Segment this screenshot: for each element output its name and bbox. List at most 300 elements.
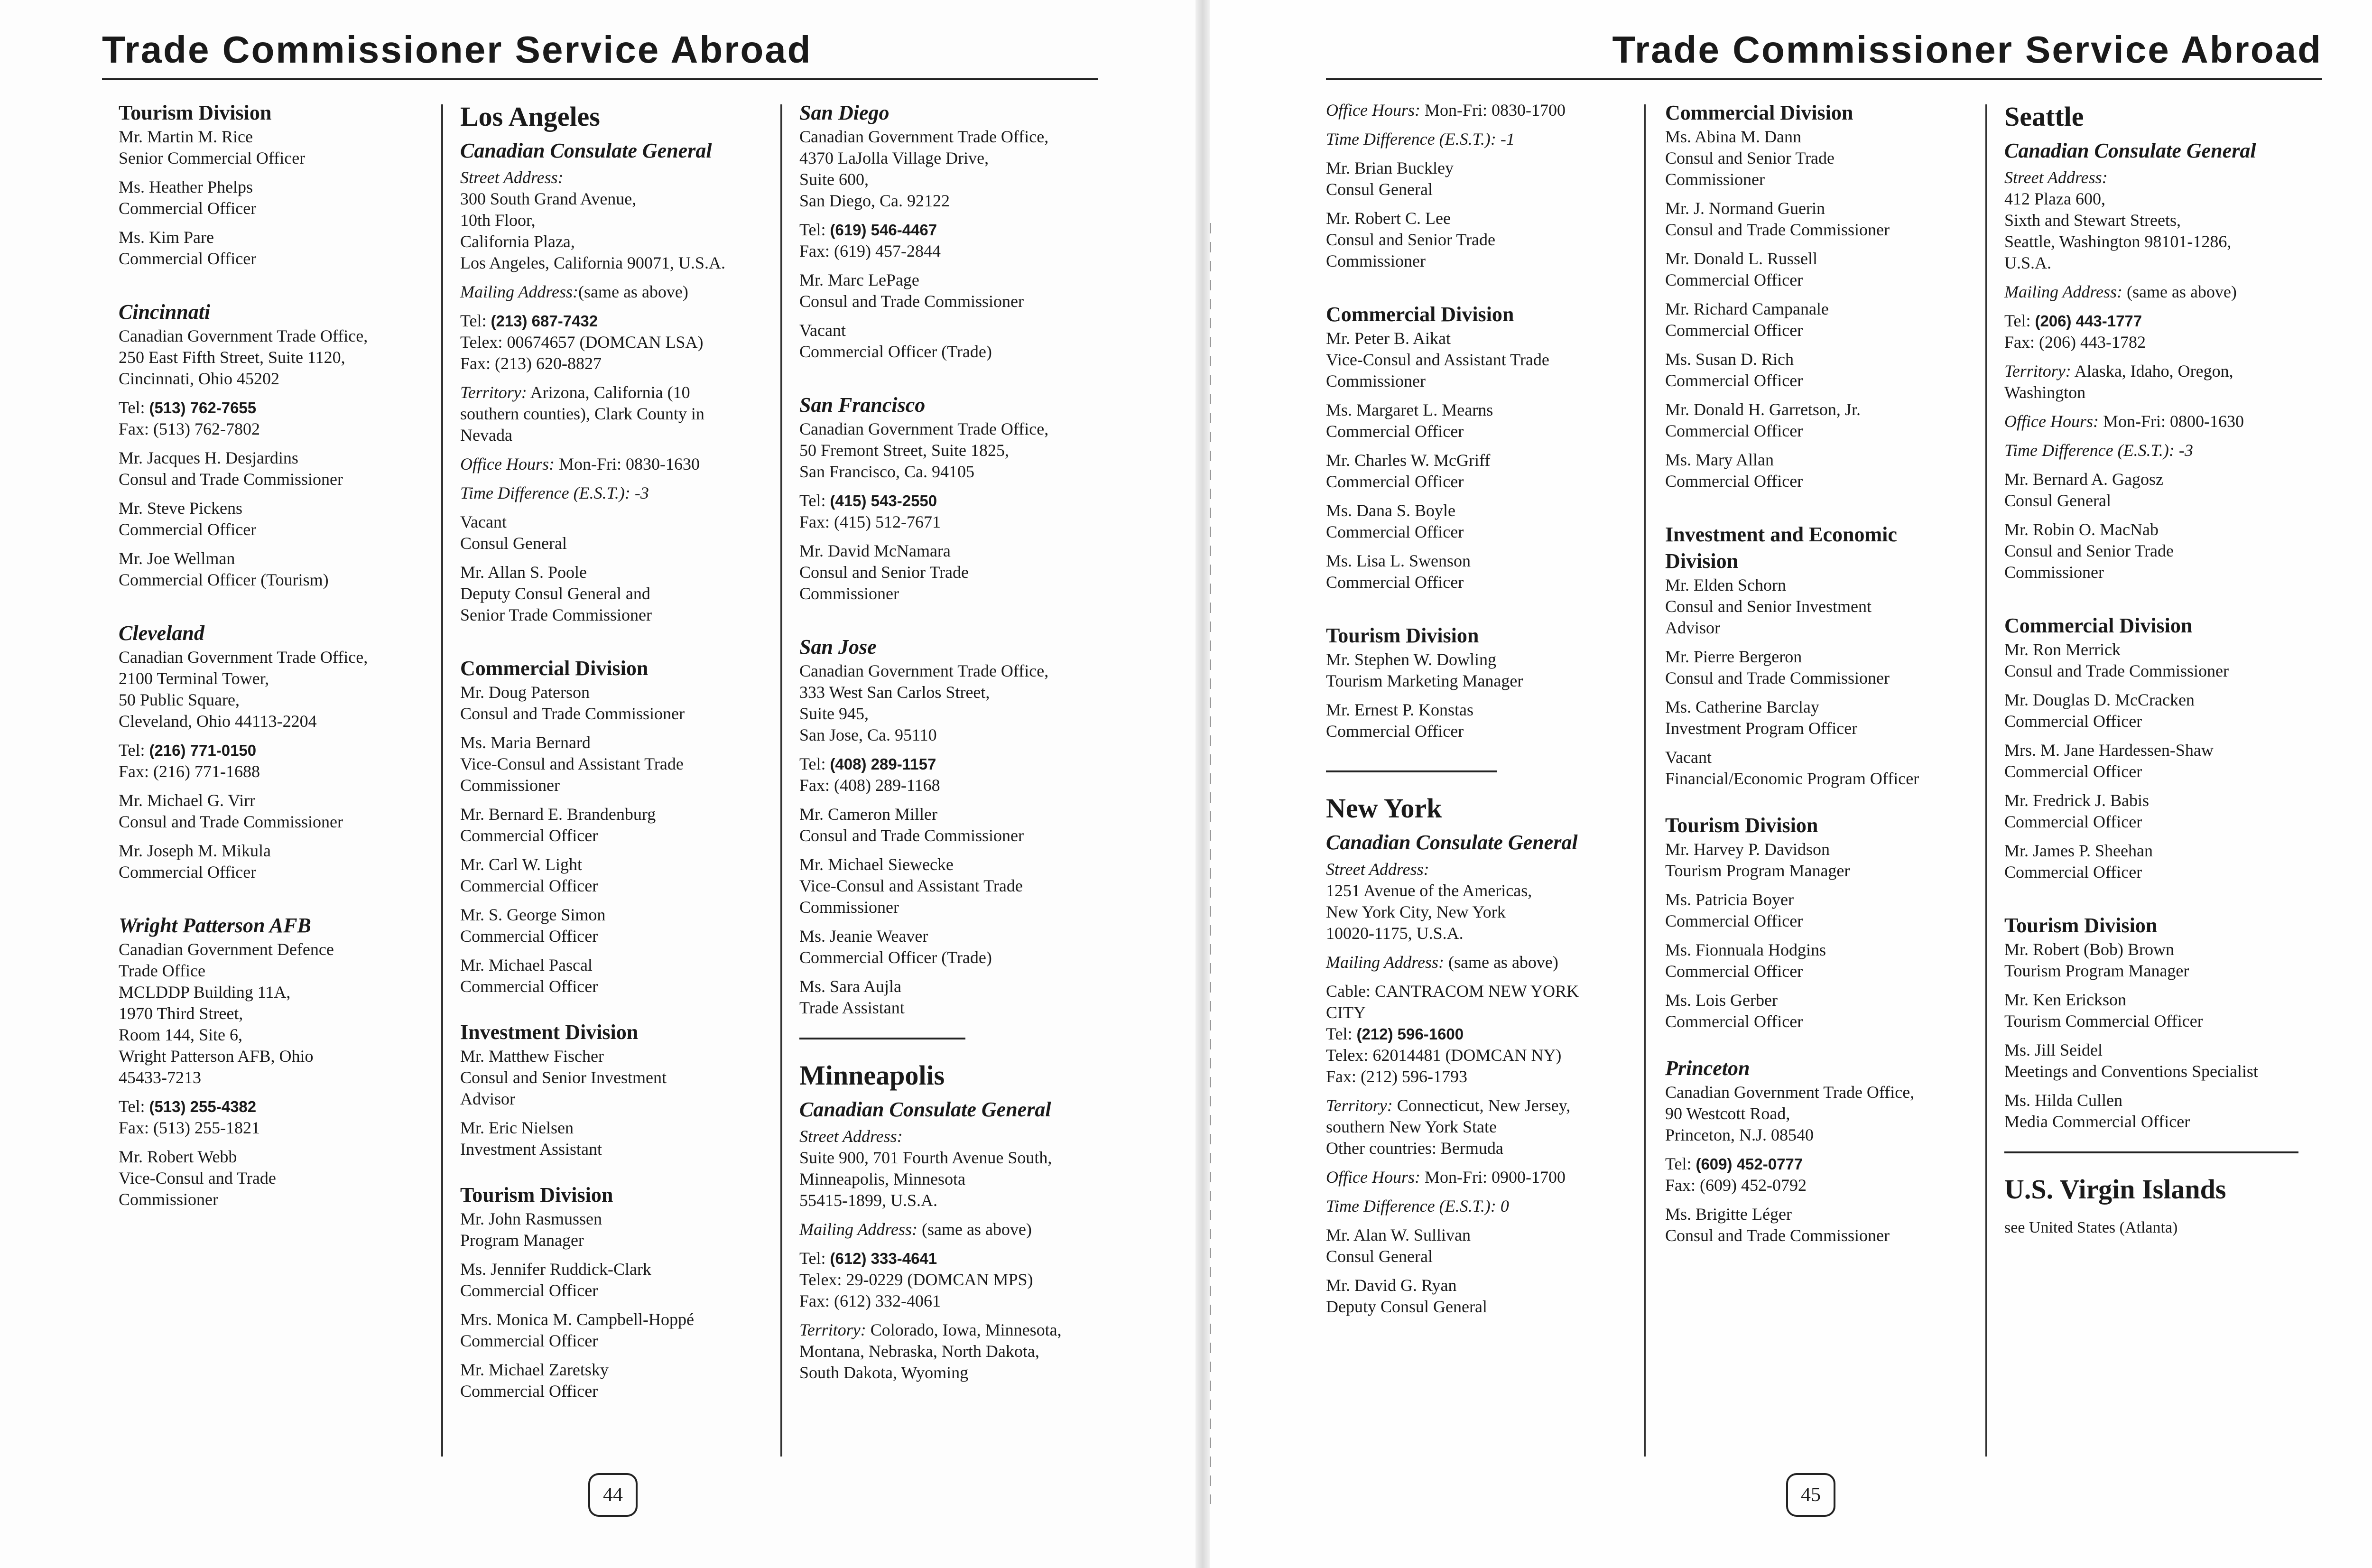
section-heading: Commercial Division xyxy=(1326,303,1514,326)
fax: Fax: (609) 452-0792 xyxy=(1665,1176,1807,1195)
san-diego-block xyxy=(799,100,1127,362)
address-line: 55415-1899, U.S.A. xyxy=(799,1191,938,1210)
staff-title: Senior Commercial Officer xyxy=(119,148,306,167)
office-heading: Canadian Consulate General xyxy=(799,1098,1051,1121)
staff-title: Consul General xyxy=(1326,180,1433,199)
address-line: San Jose, Ca. 95110 xyxy=(799,725,937,744)
city-heading: U.S. Virgin Islands xyxy=(2004,1174,2226,1205)
staff-title: Commercial Officer xyxy=(1665,911,1803,930)
staff-name: Ms. Susan D. Rich xyxy=(1665,350,1794,369)
staff-name: Mr. Michael G. Virr xyxy=(119,791,256,810)
staff-title: Commercial Officer xyxy=(1665,962,1803,981)
section-separator xyxy=(799,1038,965,1039)
staff-title: Tourism Program Manager xyxy=(1665,861,1850,880)
staff-title: Commercial Officer xyxy=(460,826,598,845)
staff-title: Commercial Officer xyxy=(1326,472,1464,491)
address-line: 2100 Terminal Tower, xyxy=(119,669,269,688)
column-divider xyxy=(780,104,782,1457)
san-jose-block xyxy=(799,634,1127,1019)
staff-title: Vice-Consul and Trade xyxy=(119,1169,276,1188)
staff-title: Commercial Officer xyxy=(1665,321,1803,340)
staff-title: Commissioner xyxy=(2004,563,2104,582)
address-line: 90 Westcott Road, xyxy=(1665,1104,1790,1123)
staff-title: Commercial Officer xyxy=(460,1382,598,1401)
staff-title: Consul and Senior Investment xyxy=(460,1068,667,1087)
staff-name: Ms. Kim Pare xyxy=(119,228,214,247)
fold-shadow-line xyxy=(1210,223,1211,1504)
staff-name: Vacant xyxy=(799,321,846,340)
staff-title: Consul and Senior Trade xyxy=(1665,148,1835,167)
column-divider xyxy=(441,104,443,1457)
staff-title: Financial/Economic Program Officer xyxy=(1665,769,1919,788)
section-separator xyxy=(1326,770,1497,772)
section-heading: Division xyxy=(1665,549,1739,573)
mailing-address: Mailing Address: (same as above) xyxy=(2004,282,2237,301)
staff-name: Mr. Carl W. Light xyxy=(460,855,583,874)
fax: Fax: (513) 762-7802 xyxy=(119,419,260,438)
staff-title: Commercial Officer xyxy=(1326,522,1464,541)
column-5 xyxy=(1665,100,1992,1276)
staff-title: Commercial Officer xyxy=(2004,762,2142,781)
staff-name: Mr. Jacques H. Desjardins xyxy=(119,448,298,467)
staff-title: Commercial Officer xyxy=(119,249,257,268)
staff-title: Commissioner xyxy=(799,898,899,917)
address-line: San Francisco, Ca. 94105 xyxy=(799,462,974,481)
label: Street Address: xyxy=(1326,860,1429,879)
address-line: California Plaza, xyxy=(460,232,575,251)
chicago-tourism-division xyxy=(1326,622,1653,742)
la-commercial-division xyxy=(460,655,788,997)
address-line: 333 West San Carlos Street, xyxy=(799,683,990,702)
page-header-left: Trade Commissioner Service Abroad xyxy=(102,26,1098,80)
staff-title: Commercial Officer xyxy=(2004,712,2142,731)
staff-name: Mr. Donald H. Garretson, Jr. xyxy=(1665,400,1861,419)
staff-title: Consul and Trade Commissioner xyxy=(1665,1226,1890,1245)
address-line: 10020-1175, U.S.A. xyxy=(1326,924,1464,943)
staff-name: Mr. Michael Zaretsky xyxy=(460,1360,609,1379)
address-line: Canadian Government Trade Office, xyxy=(799,127,1049,146)
new-york-block xyxy=(1326,791,1653,1317)
la-investment-division xyxy=(460,1019,788,1160)
cross-reference-note: see United States (Atlanta) xyxy=(2004,1219,2178,1236)
staff-name: Ms. Lisa L. Swenson xyxy=(1326,551,1471,570)
staff-title: Consul and Senior Trade xyxy=(799,563,969,582)
staff-name: Mr. David G. Ryan xyxy=(1326,1276,1457,1295)
staff-name: Ms. Hilda Cullen xyxy=(2004,1091,2122,1110)
princeton-block xyxy=(1665,1055,1992,1246)
book-gutter xyxy=(1195,0,1210,1568)
staff-name: Mr. Ernest P. Konstas xyxy=(1326,700,1474,719)
section-heading: Tourism Division xyxy=(460,1183,613,1206)
chicago-commercial-division xyxy=(1326,301,1653,593)
staff-name: Mr. Robin O. MacNab xyxy=(2004,520,2159,539)
ny-tourism-division xyxy=(1665,812,1992,1032)
staff-name: Mr. Bernard E. Brandenburg xyxy=(460,805,656,824)
staff-title: Commercial Officer xyxy=(2004,812,2142,831)
staff-title: Commercial Officer xyxy=(2004,863,2142,881)
address-line: Suite 900, 701 Fourth Avenue South, xyxy=(799,1148,1052,1167)
column-1 xyxy=(119,100,446,1240)
cable: CITY xyxy=(1326,1003,1366,1022)
virgin-islands-block xyxy=(2004,1172,2332,1238)
telephone: Tel: (415) 543-2550 xyxy=(799,491,937,510)
staff-title: Advisor xyxy=(1665,618,1720,637)
staff-title: Commercial Officer xyxy=(1326,722,1464,741)
column-4 xyxy=(1326,100,1653,1347)
city-heading: San Jose xyxy=(799,635,877,659)
telephone: Tel: (213) 687-7432 xyxy=(460,311,598,330)
staff-name: Mr. David McNamara xyxy=(799,541,951,560)
staff-name: Mr. Bernard A. Gagosz xyxy=(2004,470,2163,489)
column-3 xyxy=(799,100,1127,1413)
staff-name: Ms. Margaret L. Mearns xyxy=(1326,400,1493,419)
territory-line: southern New York State xyxy=(1326,1117,1497,1136)
staff-title: Vice-Consul and Assistant Trade xyxy=(799,876,1023,895)
staff-name: Mr. Alan W. Sullivan xyxy=(1326,1225,1471,1244)
office-hours: Office Hours: Mon-Fri: 0800-1630 xyxy=(2004,412,2244,431)
mailing-address: Mailing Address:(same as above) xyxy=(460,282,688,301)
staff-name: Ms. Abina M. Dann xyxy=(1665,127,1801,146)
staff-name: Mr. Pierre Bergeron xyxy=(1665,647,1802,666)
telephone: Tel: (612) 333-4641 xyxy=(799,1249,937,1268)
page-number: 44 xyxy=(588,1473,638,1517)
staff-title: Consul and Trade Commissioner xyxy=(1665,220,1890,239)
staff-name: Mr. Donald L. Russell xyxy=(1665,249,1817,268)
address-line: Suite 600, xyxy=(799,170,869,189)
label: Street Address: xyxy=(460,168,564,187)
staff-title: Commissioner xyxy=(119,1190,219,1209)
staff-title: Tourism Commercial Officer xyxy=(2004,1011,2203,1030)
territory-line: Montana, Nebraska, North Dakota, xyxy=(799,1342,1039,1361)
seattle-tourism-division xyxy=(2004,912,2332,1132)
staff-name: Mr. Peter B. Aikat xyxy=(1326,329,1451,348)
office-hours: Office Hours: Mon-Fri: 0830-1700 xyxy=(1326,101,1566,120)
office-heading: Canadian Consulate General xyxy=(1326,831,1578,854)
staff-name: Mr. Brian Buckley xyxy=(1326,158,1454,177)
staff-title: Consul and Trade Commissioner xyxy=(119,470,343,489)
la-tourism-division xyxy=(460,1182,788,1402)
city-heading: Wright Patterson AFB xyxy=(119,914,311,937)
staff-name: Mr. Harvey P. Davidson xyxy=(1665,840,1830,859)
staff-title: Consul General xyxy=(460,534,567,553)
staff-name: Ms. Maria Bernard xyxy=(460,733,591,752)
staff-title: Consul and Trade Commissioner xyxy=(119,812,343,831)
staff-title: Commercial Officer xyxy=(1665,472,1803,491)
office-heading: Canadian Consulate General xyxy=(460,139,712,162)
telex: Telex: 62014481 (DOMCAN NY) xyxy=(1326,1046,1562,1065)
staff-title: Consul General xyxy=(1326,1247,1433,1266)
staff-title: Commissioner xyxy=(1665,170,1765,189)
time-difference: Time Difference (E.S.T.): -3 xyxy=(2004,441,2193,460)
staff-name: Mr. Michael Pascal xyxy=(460,956,593,974)
address-line: 250 East Fifth Street, Suite 1120, xyxy=(119,348,345,367)
address-line: Trade Office xyxy=(119,961,205,980)
territory-line: Nevada xyxy=(460,426,512,445)
section-separator xyxy=(2004,1151,2298,1153)
city-heading: Minneapolis xyxy=(799,1060,945,1091)
staff-name: Mr. Robert (Bob) Brown xyxy=(2004,940,2174,959)
city-heading: Cincinnati xyxy=(119,300,211,324)
staff-name: Mr. Marc LePage xyxy=(799,270,919,289)
ny-investment-division xyxy=(1665,521,1992,789)
city-heading: Los Angeles xyxy=(460,101,600,132)
staff-title: Commercial Officer xyxy=(119,520,257,539)
address-line: Suite 945, xyxy=(799,704,869,723)
address-line: Los Angeles, California 90071, U.S.A. xyxy=(460,253,725,272)
address-line: 45433-7213 xyxy=(119,1068,201,1087)
staff-name: Mr. Martin M. Rice xyxy=(119,127,253,146)
address-line: 412 Plaza 600, xyxy=(2004,189,2105,208)
staff-name: Mr. John Rasmussen xyxy=(460,1209,602,1228)
minneapolis-block xyxy=(799,1058,1127,1383)
staff-title: Program Manager xyxy=(460,1231,584,1250)
territory-line: southern counties), Clark County in xyxy=(460,404,704,423)
territory-line: South Dakota, Wyoming xyxy=(799,1363,969,1382)
staff-name: Mr. Doug Paterson xyxy=(460,683,590,702)
staff-name: Ms. Sara Aujla xyxy=(799,977,901,996)
staff-name: Ms. Jill Seidel xyxy=(2004,1040,2103,1059)
staff-title: Commercial Officer xyxy=(1665,270,1803,289)
telephone: Tel: (513) 762-7655 xyxy=(119,398,257,417)
office-hours: Office Hours: Mon-Fri: 0900-1700 xyxy=(1326,1168,1566,1187)
staff-name: Mr. Charles W. McGriff xyxy=(1326,451,1491,470)
staff-title: Commissioner xyxy=(1326,251,1426,270)
address-line: Sixth and Stewart Streets, xyxy=(2004,211,2181,230)
office-heading: Canadian Consulate General xyxy=(2004,139,2256,162)
staff-title: Commercial Officer (Trade) xyxy=(799,948,992,967)
staff-title: Vice-Consul and Assistant Trade xyxy=(460,754,684,773)
staff-name: Mr. S. George Simon xyxy=(460,905,606,924)
address-line: 50 Fremont Street, Suite 1825, xyxy=(799,441,1009,460)
staff-title: Consul General xyxy=(2004,491,2111,510)
staff-name: Ms. Catherine Barclay xyxy=(1665,697,1819,716)
fax: Fax: (408) 289-1168 xyxy=(799,776,940,795)
staff-title: Meetings and Conventions Specialist xyxy=(2004,1062,2258,1081)
staff-name: Mr. James P. Sheehan xyxy=(2004,841,2153,860)
time-difference: Time Difference (E.S.T.): -1 xyxy=(1326,130,1515,148)
staff-title: Consul and Senior Trade xyxy=(2004,541,2174,560)
column-divider xyxy=(1985,104,1987,1457)
staff-name: Vacant xyxy=(1665,748,1712,767)
section-heading: Tourism Division xyxy=(1326,624,1479,647)
tourism-division-block xyxy=(119,100,446,269)
staff-title: Trade Assistant xyxy=(799,998,905,1017)
cleveland-block xyxy=(119,620,446,883)
address-line: San Diego, Ca. 92122 xyxy=(799,191,950,210)
fax: Fax: (612) 332-4061 xyxy=(799,1291,941,1310)
fax: Fax: (213) 620-8827 xyxy=(460,354,602,373)
staff-name: Ms. Patricia Boyer xyxy=(1665,890,1794,909)
staff-title: Consul and Senior Trade xyxy=(1326,230,1496,249)
section-heading: Investment Division xyxy=(460,1021,639,1044)
staff-title: Commercial Officer xyxy=(1326,422,1464,441)
telephone: Tel: (216) 771-0150 xyxy=(119,741,257,760)
staff-title: Commercial Officer xyxy=(119,863,257,881)
staff-title: Vice-Consul and Assistant Trade xyxy=(1326,350,1549,369)
staff-name: Mrs. Monica M. Campbell-Hoppé xyxy=(460,1310,694,1329)
telephone: Tel: (206) 443-1777 xyxy=(2004,311,2142,330)
staff-name: Mr. Robert Webb xyxy=(119,1147,237,1166)
staff-title: Consul and Trade Commissioner xyxy=(1665,668,1890,687)
city-heading: San Diego xyxy=(799,101,890,124)
chicago-continued-block xyxy=(1326,100,1653,272)
staff-name: Mr. Ron Merrick xyxy=(2004,640,2121,659)
mailing-address: Mailing Address: (same as above) xyxy=(1326,953,1558,972)
staff-name: Mr. Allan S. Poole xyxy=(460,563,587,582)
staff-title: Commercial Officer xyxy=(1665,1012,1803,1031)
column-divider xyxy=(1644,104,1646,1457)
staff-title: Consul and Trade Commissioner xyxy=(799,292,1024,311)
seattle-commercial-division xyxy=(2004,612,2332,883)
page-number: 45 xyxy=(1786,1473,1835,1517)
telephone: Tel: (513) 255-4382 xyxy=(119,1097,257,1116)
staff-title: Deputy Consul General xyxy=(1326,1297,1487,1316)
address-line: 10th Floor, xyxy=(460,211,536,230)
address-line: Cleveland, Ohio 44113-2204 xyxy=(119,712,317,731)
cable: Cable: CANTRACOM NEW YORK xyxy=(1326,982,1579,1001)
staff-name: Ms. Dana S. Boyle xyxy=(1326,501,1455,520)
telephone: Tel: (609) 452-0777 xyxy=(1665,1154,1803,1173)
address-line: Wright Patterson AFB, Ohio xyxy=(119,1047,314,1066)
staff-title: Commercial Officer xyxy=(1665,421,1803,440)
staff-title: Advisor xyxy=(460,1089,515,1108)
address-line: Room 144, Site 6, xyxy=(119,1025,243,1044)
staff-title: Consul and Senior Investment xyxy=(1665,597,1872,616)
staff-title: Commercial Officer xyxy=(460,1281,598,1300)
staff-title: Commercial Officer xyxy=(460,1331,598,1350)
staff-title: Commercial Officer xyxy=(1326,573,1464,592)
city-heading: Princeton xyxy=(1665,1057,1750,1080)
staff-name: Ms. Mary Allan xyxy=(1665,450,1774,469)
territory-line: Washington xyxy=(2004,383,2086,402)
staff-title: Media Commercial Officer xyxy=(2004,1112,2190,1131)
address-line: Seattle, Washington 98101-1286, xyxy=(2004,232,2232,251)
staff-title: Consul and Trade Commissioner xyxy=(2004,661,2229,680)
address-line: Canadian Government Defence xyxy=(119,940,334,959)
staff-name: Ms. Brigitte Léger xyxy=(1665,1205,1792,1224)
staff-name: Mr. Richard Campanale xyxy=(1665,299,1829,318)
staff-title: Tourism Marketing Manager xyxy=(1326,671,1523,690)
staff-name: Mr. Robert C. Lee xyxy=(1326,209,1451,228)
telephone: Tel: (408) 289-1157 xyxy=(799,754,936,773)
time-difference: Time Difference (E.S.T.): -3 xyxy=(460,483,649,502)
right-page xyxy=(1210,0,2372,1568)
telex: Telex: 29-0229 (DOMCAN MPS) xyxy=(799,1270,1033,1289)
address-line: 4370 LaJolla Village Drive, xyxy=(799,148,989,167)
staff-name: Mr. Elden Schorn xyxy=(1665,575,1786,594)
address-line: MCLDDP Building 11A, xyxy=(119,983,291,1002)
cincinnati-block xyxy=(119,299,446,591)
staff-name: Mr. Steve Pickens xyxy=(119,499,242,518)
section-heading: Commercial Division xyxy=(1665,101,1853,124)
staff-title: Tourism Program Manager xyxy=(2004,961,2189,980)
staff-name: Mr. J. Normand Guerin xyxy=(1665,199,1825,218)
staff-name: Mr. Joe Wellman xyxy=(119,549,235,568)
address-line: 1970 Third Street, xyxy=(119,1004,243,1023)
section-heading: Commercial Division xyxy=(2004,614,2193,637)
fax: Fax: (212) 596-1793 xyxy=(1326,1067,1467,1086)
staff-title: Commercial Officer (Trade) xyxy=(799,342,992,361)
address-line: Canadian Government Trade Office, xyxy=(799,661,1049,680)
staff-title: Commercial Officer xyxy=(460,927,598,946)
wright-patterson-block xyxy=(119,912,446,1210)
staff-name: Ms. Jennifer Ruddick-Clark xyxy=(460,1260,651,1279)
staff-title: Commissioner xyxy=(460,776,560,795)
los-angeles-block xyxy=(460,100,788,626)
address-line: 300 South Grand Avenue, xyxy=(460,189,637,208)
address-line: Canadian Government Trade Office, xyxy=(119,326,368,345)
staff-title: Consul and Trade Commissioner xyxy=(799,826,1024,845)
staff-title: Commercial Officer xyxy=(1665,371,1803,390)
telephone: Tel: (619) 546-4467 xyxy=(799,220,937,239)
time-difference: Time Difference (E.S.T.): 0 xyxy=(1326,1197,1509,1215)
fax: Fax: (513) 255-1821 xyxy=(119,1118,260,1137)
telex: Telex: 00674657 (DOMCAN LSA) xyxy=(460,333,704,352)
section-heading: Tourism Division xyxy=(2004,914,2158,937)
staff-title: Commercial Officer xyxy=(460,977,598,996)
section-heading: Investment and Economic xyxy=(1665,523,1897,546)
staff-title: Commissioner xyxy=(1326,371,1426,390)
staff-name: Ms. Fionnuala Hodgins xyxy=(1665,940,1826,959)
staff-title: Investment Assistant xyxy=(460,1140,602,1159)
fax: Fax: (415) 512-7671 xyxy=(799,512,941,531)
section-heading: Tourism Division xyxy=(1665,814,1818,837)
seattle-block xyxy=(2004,100,2332,583)
section-heading: Tourism Division xyxy=(119,101,272,124)
address-line: New York City, New York xyxy=(1326,902,1506,921)
staff-name: Mrs. M. Jane Hardessen-Shaw xyxy=(2004,741,2214,760)
staff-name: Vacant xyxy=(460,512,507,531)
address-line: U.S.A. xyxy=(2004,253,2052,272)
staff-name: Mr. Douglas D. McCracken xyxy=(2004,690,2195,709)
staff-name: Mr. Matthew Fischer xyxy=(460,1047,604,1066)
staff-title: Commercial Officer xyxy=(119,199,257,218)
staff-name: Mr. Fredrick J. Babis xyxy=(2004,791,2149,810)
territory: Territory: Colorado, Iowa, Minnesota, xyxy=(799,1320,1062,1339)
staff-name: Ms. Heather Phelps xyxy=(119,177,253,196)
territory: Territory: Connecticut, New Jersey, xyxy=(1326,1096,1571,1115)
fax: Fax: (216) 771-1688 xyxy=(119,762,260,781)
city-heading: New York xyxy=(1326,793,1442,824)
staff-title: Commissioner xyxy=(799,584,899,603)
staff-title: Investment Program Officer xyxy=(1665,719,1858,738)
column-2 xyxy=(460,100,788,1431)
staff-name: Ms. Jeanie Weaver xyxy=(799,927,928,946)
territory: Territory: Arizona, California (10 xyxy=(460,383,690,402)
city-heading: Cleveland xyxy=(119,622,204,645)
address-line: Canadian Government Trade Office, xyxy=(1665,1083,1915,1102)
address-line: Cincinnati, Ohio 45202 xyxy=(119,369,279,388)
fax: Fax: (206) 443-1782 xyxy=(2004,333,2146,352)
address-line: Princeton, N.J. 08540 xyxy=(1665,1125,1814,1144)
staff-title: Commercial Officer (Tourism) xyxy=(119,570,329,589)
staff-name: Mr. Stephen W. Dowling xyxy=(1326,650,1497,669)
staff-title: Commercial Officer xyxy=(460,876,598,895)
staff-name: Mr. Joseph M. Mikula xyxy=(119,841,271,860)
telephone: Tel: (212) 596-1600 xyxy=(1326,1024,1464,1043)
staff-name: Mr. Eric Nielsen xyxy=(460,1118,574,1137)
staff-name: Mr. Michael Siewecke xyxy=(799,855,954,874)
address-line: Minneapolis, Minnesota xyxy=(799,1169,965,1188)
staff-name: Mr. Cameron Miller xyxy=(799,805,937,824)
territory: Territory: Alaska, Idaho, Oregon, xyxy=(2004,362,2233,380)
page-header-right: Trade Commissioner Service Abroad xyxy=(1326,26,2322,80)
san-francisco-block xyxy=(799,392,1127,604)
address-line: 50 Public Square, xyxy=(119,690,240,709)
address-line: 1251 Avenue of the Americas, xyxy=(1326,881,1532,900)
staff-title: Deputy Consul General and xyxy=(460,584,650,603)
fax: Fax: (619) 457-2844 xyxy=(799,241,941,260)
